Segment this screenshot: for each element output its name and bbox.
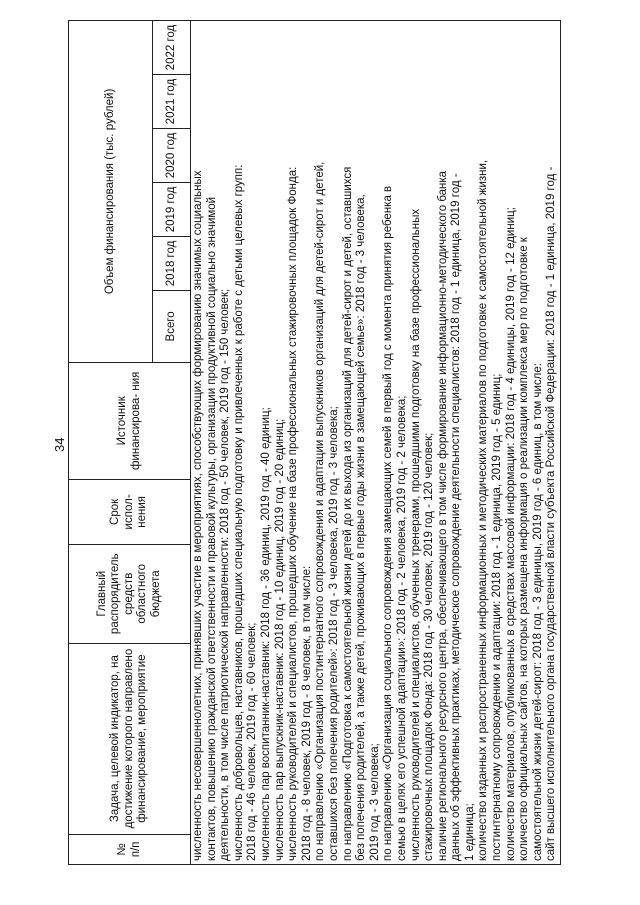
body-line: контактов, повышению гражданской ответственности и правовой культуры, организации продуктивной социально значимой: [205, 196, 218, 861]
table-header-row-1: [69, 21, 153, 865]
body-line: постинтернатному сопровождению и адаптации: 2018 год - 1 единица, 2019 год - 5 единиц;: [491, 373, 504, 861]
body-line: по направлению «Подготовка к самостоятельной жизни детей до их выхода из организаций для детей-сирот и детей, оставшихся: [341, 166, 354, 861]
body-line: наличие регионального ресурсного центра, обеспечивающего в том числе формирование информационно-методического банка: [436, 170, 449, 861]
body-line: данных об эффективных практиках, методическое сопровождение деятельности специалистов: 2018 год - 1 единица, 2019 год -: [450, 173, 463, 861]
body-line: 2019 год - 3 человека;: [368, 743, 381, 861]
header-manager: Главный распорядитель средств областного бюджета: [69, 544, 191, 643]
body-line: по направлению «Организация социального сопровождения замещающих семей в первый год с момента принятия ребенка в: [382, 185, 395, 861]
header-2021: 2021 год: [153, 75, 191, 129]
body-line: стажировочных площадок Фонда: 2018 год - 30 человек, 2019 год - 120 человек;: [423, 432, 436, 861]
header-funding: Объем финансирования (тыс. рублей): [69, 21, 153, 363]
body-line: численность добровольцев, наставников, прошедших специальную подготовку и привлеченных к работе с детьми целевых групп:: [232, 164, 245, 861]
body-line: количество официальных сайтов, на которых размещена информация о реализации комплекса мер по подготовке к: [518, 237, 531, 861]
header-total: Всего: [153, 290, 191, 362]
header-term: Срок испол- нения: [69, 479, 191, 544]
body-line: количество материалов, опубликованных в средствах массовой информации: 2018 год - 4 единицы, 2019 год - 12 единиц;: [504, 207, 517, 861]
header-2022: 2022 год: [153, 21, 191, 75]
header-2019: 2019 год: [153, 182, 191, 236]
body-line: 2018 год - 8 человек, 2019 год - 8 человек, в том числе:: [300, 565, 313, 861]
body-line: 2018 год - 46 человек, 2019 год - 60 человек;: [246, 622, 259, 861]
body-line: деятельности, в том числе патриотической направленности: 2018 год - 50 человек, 2019 год - 150 человек;: [219, 288, 232, 861]
header-source: Источник финансирова- ния: [69, 362, 191, 479]
body-line: семью в целях его успешной адаптации»: 2018 год - 2 человека, 2019 год - 2 человека;: [395, 395, 408, 861]
table-body-cell: [191, 21, 561, 865]
body-line: сайт высшего исполнительного органа государственной власти субъекта Российской Федерации: 2018 год - 1 единица, 2019 год -: [545, 166, 558, 861]
body-line: без попечения родителей, а также детей, проживающих в первые годы жизни в замещающей семье»: 2018 год - 3 человека,: [355, 194, 368, 861]
header-number: № п/п: [69, 834, 191, 864]
funding-table: [68, 20, 561, 865]
body-line: численность руководителей и специалистов, обученных тренерами, прошедшими подготовку на базе профессиональных: [409, 208, 422, 861]
table-body-row: [191, 21, 561, 865]
body-line: оставшихся без попечения родителей»: 2018 год - 3 человека, 2019 год - 3 человека;: [327, 406, 340, 861]
body-line: 1 единица;: [463, 803, 476, 861]
body-line: численность руководителей и специалистов, прошедших обучение на базе профессиональных стажировочных площадок Фонда:: [287, 166, 300, 861]
rotated-table-block: [68, 20, 556, 865]
page-number: 34: [52, 437, 67, 452]
body-line: количество изданных и распространенных информационных и методических материалов по подготовке к самостоятельной жизни,: [477, 159, 490, 861]
header-2018: 2018 год: [153, 236, 191, 290]
body-line: по направлению «Организация постинтернатного сопровождения и адаптации выпускников организаций для детей-сирот и детей,: [314, 161, 327, 861]
body-line: численность несовершеннолетних, принявших участие в мероприятиях, способствующих формированию значимых социальных: [192, 170, 204, 861]
body-line: численность пар воспитанник-наставник: 2018 год - 36 единиц, 2019 год - 40 единиц;: [259, 407, 272, 861]
body-line: численность пар выпускник-наставник: 2018 год - 10 единиц, 2019 год - 20 единиц;: [273, 418, 286, 861]
body-line: самостоятельной жизни детей-сирот: 2018 год - 3 единицы, 2019 год - 6 единиц, в том числе:: [531, 363, 544, 861]
header-task: Задача, целевой индикатор, на достижение которого направлено финансирование, мероприятие: [69, 643, 191, 834]
header-2020: 2020 год: [153, 129, 191, 183]
